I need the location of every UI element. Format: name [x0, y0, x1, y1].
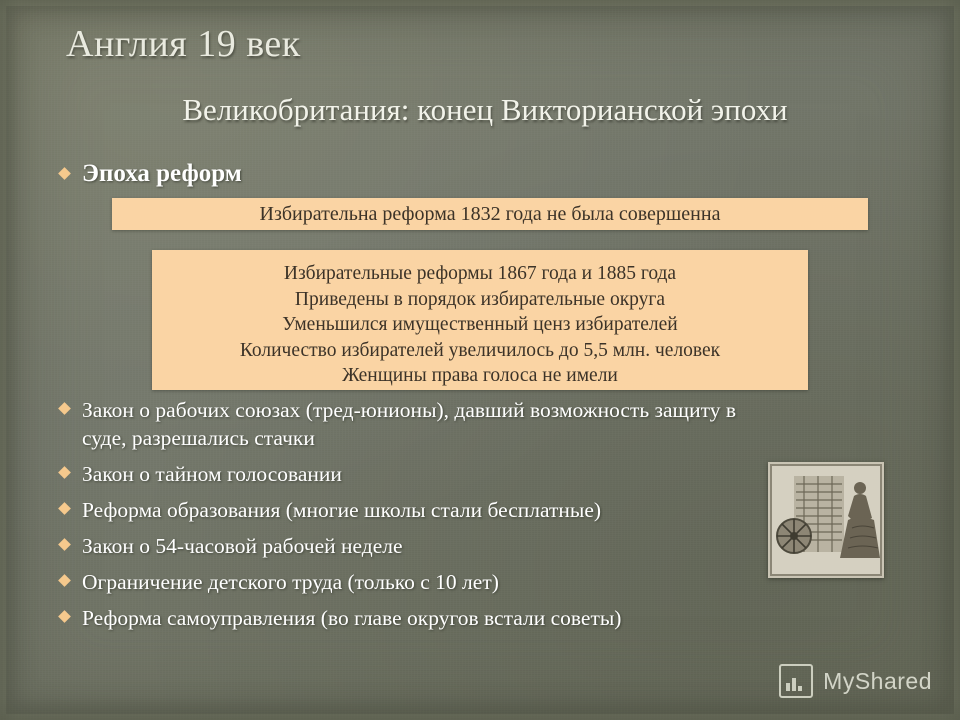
engraving-image — [768, 462, 884, 578]
list-item — [60, 460, 780, 488]
diamond-bullet-icon — [58, 466, 71, 479]
list-item-label: Закон о рабочих союзах (тред-юнионы), давший возможность защиту в суде, разрешались стачки — [82, 398, 737, 450]
list-item-label: Реформа образования (многие школы стали бесплатные) — [82, 498, 602, 522]
torn-edge-right — [942, 0, 960, 720]
callout-line: Избирательные реформы 1867 года и 1885 года — [283, 263, 677, 284]
callout-line: Избирательна реформа 1832 года не была совершенна — [259, 203, 721, 225]
diamond-bullet-icon — [58, 538, 71, 551]
list-item — [60, 396, 780, 452]
diamond-bullet-icon — [58, 502, 71, 515]
list-item-label: Закон о тайном голосовании — [82, 462, 342, 486]
section-heading-label: Эпоха реформ — [82, 160, 242, 187]
list-item-label: Реформа самоуправления (во главе округов встали советы) — [82, 606, 622, 630]
diamond-bullet-icon — [58, 167, 71, 180]
callout-line: Уменьшился имущественный ценз избирателей — [282, 314, 678, 335]
bullet-list — [60, 396, 780, 640]
torn-edge-top — [0, 0, 960, 14]
list-item — [60, 496, 780, 524]
diamond-bullet-icon — [58, 574, 71, 587]
list-item — [60, 604, 780, 632]
watermark-label: MyShared — [823, 667, 932, 694]
diamond-bullet-icon — [58, 610, 71, 623]
slide-title: Великобритания: конец Викторианской эпохи — [182, 92, 788, 127]
callout-box-2 — [152, 250, 808, 390]
callout-line: Приведены в порядок избирательные округа — [294, 288, 666, 310]
torn-edge-left — [0, 0, 18, 720]
diamond-bullet-icon — [58, 402, 71, 415]
list-item — [60, 568, 780, 596]
watermark — [779, 664, 932, 698]
chart-logo-icon — [779, 664, 813, 698]
torn-edge-bottom — [0, 698, 960, 720]
list-item-label: Закон о 54-часовой рабочей неделе — [82, 534, 403, 558]
slide-kicker: Англия 19 век — [66, 23, 301, 65]
list-item — [60, 532, 780, 560]
section-heading — [60, 160, 242, 188]
callout-box-1 — [112, 198, 868, 230]
list-item-label: Ограничение детского труда (только с 10 лет) — [82, 570, 499, 594]
callout-line: Женщины права голоса не имели — [342, 365, 618, 386]
callout-line: Количество избирателей увеличилось до 5,5 млн. человек — [239, 339, 721, 361]
